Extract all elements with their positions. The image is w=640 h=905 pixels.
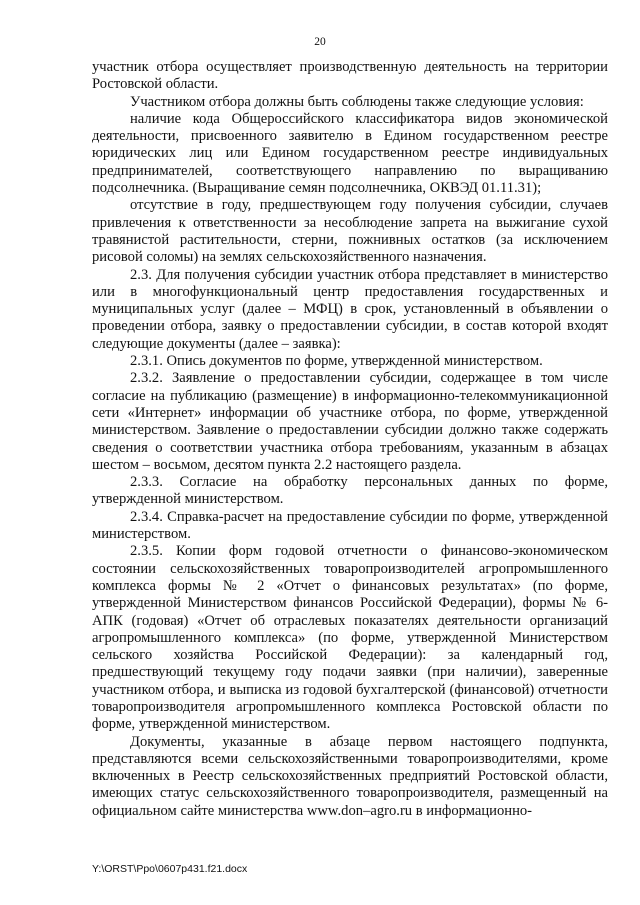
page-number: 20 [314,36,326,48]
paragraph-2-3-1: 2.3.1. Опись документов по форме, утвержденной министерством. [130,353,543,370]
paragraph-2-3-4: 2.3.4. Справка-расчет на предоставление субсидии по форме, утвержденной министерством. [92,508,608,543]
paragraph-2-3-5: 2.3.5. Копии форм годовой отчетности о финансово-экономическом состоянии сельскохозяйственных товаропроизводителей агропромышленного комплекса формы № 2 «Отчет о финансовых результатах» (по форме, утвержденной Министерством финансов Российской Федерации), формы № 6-АПК (годовая) «Отчет об отраслевых показателях деятельности организаций агропромышленного комплекса» (по форме, утвержденной Министерством сельского хозяйства Российской Федерации): за календарный год, предшествующий текущему году подачи заявки (при наличии), заверенные участником отбора, и выписка из годовой бухгалтерской (финансовой) отчетности товаропроизводителя агропромышленного комплекса Ростовской области по форме, утвержденной министерством. [92,543,608,733]
paragraph-burning-condition: отсутствие в году, предшествующем году получения субсидии, случаев привлечения к ответственности за несоблюдение запрета на выжигание сухой травянистой растительности, стерни, пожнивных остатков (за исключением рисовой соломы) на землях сельскохозяйственного назначения. [92,197,608,266]
paragraph-okved-condition: наличие кода Общероссийского классификатора видов экономической деятельности, присвоенного заявителю в Едином государственном реестре юридических лиц или Едином государственном реестре индивидуальных предпринимателей, соответствующего направлению по выращиванию подсолнечника. (Выращивание семян подсолнечника, ОКВЭД 01.11.31); [92,110,608,197]
paragraph-2-3-2: 2.3.2. Заявление о предоставлении субсидии, содержащее в том числе согласие на публикацию (размещение) в информационно-телекоммуникационной сети «Интернет» информации об участнике отбора, по форме, утвержденной министерством. Заявление о предоставлении субсидии должно также содержать сведения о соответствии участника отбора требованиям, указанным в абзацах шестом – восьмом, десятом пункта 2.2 настоящего раздела. [92,370,608,473]
paragraph-2-3-3: 2.3.3. Согласие на обработку персональных данных по форме, утвержденной министерством. [92,474,608,508]
paragraph-conditions-intro: Участником отбора должны быть соблюдены также следующие условия: [130,93,584,110]
paragraph-documents-note: Документы, указанные в абзаце первом настоящего подпункта, представляются всеми сельскохозяйственными товаропроизводителями, кроме включенных в Реестр сельскохозяйственных предприятий Ростовской области, имеющих статус сельскохозяйственного товаропроизводителя, размещенный на официальном сайте министерства www.don–agro.ru в информационно- [92,733,608,819]
paragraph-2-3: 2.3. Для получения субсидии участник отбора представляет в министерство или в многофункциональный центр предоставления государственных и муниципальных услуг (далее – МФЦ) в срок, установленный в объявлении о проведении отбора, заявку о предоставлении субсидии, в состав которой входят следующие документы (далее – заявка): [92,266,608,352]
document-body [92,59,608,820]
paragraph-continuation: участник отбора осуществляет производственную деятельность на территории Ростовской области. [92,59,608,93]
footer-file-path: Y:\ORST\Ppo\0607p431.f21.docx [92,863,248,875]
